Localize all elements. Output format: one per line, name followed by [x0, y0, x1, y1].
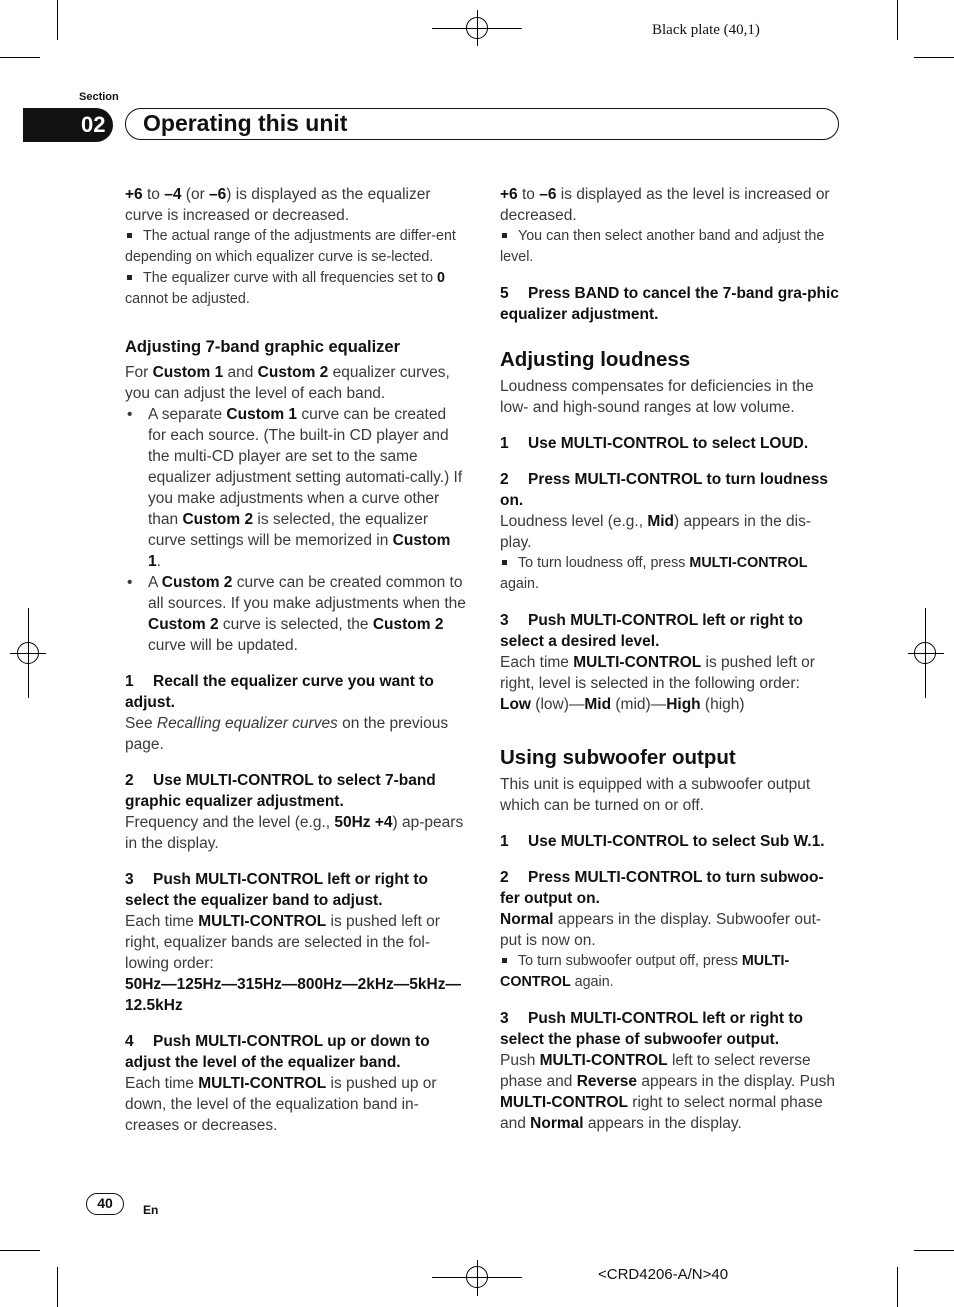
paragraph: Loudness compensates for deficiencies in the low- and high-sound ranges at low volume. — [500, 378, 814, 416]
language-label: En — [143, 1203, 159, 1217]
paragraph: Push MULTI-CONTROL left to select reverse phase and Reverse appears in the display. Push MULTI-CONTROL right to select normal phase and Normal appears in the display. — [500, 1052, 835, 1132]
step-heading: 2 Use MULTI-CONTROL to select 7-band graphic equalizer adjustment. — [125, 772, 436, 810]
step-heading: 2 Press MULTI-CONTROL to turn subwoo-fer output on. — [500, 869, 824, 907]
bullet-item: • A separate Custom 1 curve can be created for each source. (The built-in CD player and the multi-CD player are set to the same equalizer adjustment setting automati-cally.) If you make adjustments when a curve other than Custom 2 is selected, the equalizer curve settings will be memorized in Custom 1. — [127, 406, 463, 570]
paragraph: Frequency and the level (e.g., 50Hz +4) ap-pears in the display. — [125, 814, 464, 852]
note: To turn loudness off, press MULTI-CONTROL again. — [500, 555, 808, 592]
document-code: <CRD4206-A/N>40 — [598, 1266, 729, 1283]
step-heading: 3 Push MULTI-CONTROL left or right to select a desired level. — [500, 612, 803, 650]
note: To turn subwoofer output off, press MULTI-CONTROL again. — [500, 953, 790, 990]
step-heading: 1 Use MULTI-CONTROL to select Sub W.1. — [500, 833, 825, 850]
step-heading: 5 Press BAND to cancel the 7-band gra-phic equalizer adjustment. — [500, 285, 839, 323]
level-order: Low (low)—Mid (mid)—High (high) — [500, 696, 745, 713]
section-title-box — [125, 108, 839, 140]
section-label: Section — [79, 91, 119, 103]
paragraph: This unit is equipped with a subwoofer output which can be turned on or off. — [500, 776, 811, 814]
paragraph: See Recalling equalizer curves on the previous page. — [125, 715, 449, 753]
heading-subwoofer: Using subwoofer output — [500, 746, 736, 769]
step-heading: 3 Push MULTI-CONTROL left or right to select the equalizer band to adjust. — [125, 871, 428, 909]
left-column — [125, 184, 467, 1136]
subheading: Adjusting 7-band graphic equalizer — [125, 338, 401, 356]
paragraph: Each time MULTI-CONTROL is pushed left or right, equalizer bands are selected in the fol-lowing order: — [125, 913, 440, 972]
paragraph: +6 to –6 is displayed as the level is increased or decreased. — [500, 186, 830, 224]
section-number: 02 — [81, 112, 106, 137]
paragraph: Loudness level (e.g., Mid) appears in the dis-play. — [500, 513, 812, 551]
bullet-item: • A Custom 2 curve can be created common to all sources. If you make adjustments when the Custom 2 curve is selected, the Custom 2 curve will be updated. — [127, 574, 466, 654]
note: The actual range of the adjustments are differ-ent depending on which equalizer curve is se-lected. — [125, 228, 456, 265]
step-heading: 4 Push MULTI-CONTROL up or down to adjust the level of the equalizer band. — [125, 1033, 430, 1071]
note: The equalizer curve with all frequencies set to 0 cannot be adjusted. — [125, 270, 445, 307]
step-heading: 1 Recall the equalizer curve you want to adjust. — [125, 673, 434, 711]
step-heading: 2 Press MULTI-CONTROL to turn loudness on. — [500, 471, 828, 509]
band-order: 50Hz—125Hz—315Hz—800Hz—2kHz—5kHz—12.5kHz — [125, 976, 461, 1014]
section-title: Operating this unit — [143, 110, 348, 136]
paragraph: Each time MULTI-CONTROL is pushed up or down, the level of the equalization band in-creases or decreases. — [125, 1075, 437, 1134]
paragraph: For Custom 1 and Custom 2 equalizer curves, you can adjust the level of each band. — [125, 364, 450, 402]
right-column — [500, 184, 842, 1134]
note: You can then select another band and adjust the level. — [500, 228, 825, 265]
paragraph: Normal appears in the display. Subwoofer out-put is now on. — [500, 911, 822, 949]
page-number: 40 — [86, 1193, 124, 1215]
paragraph: +6 to –4 (or –6) is displayed as the equalizer curve is increased or decreased. — [125, 186, 431, 224]
section-number-badge — [23, 108, 113, 142]
plate-label: Black plate (40,1) — [652, 22, 760, 38]
heading-loudness: Adjusting loudness — [500, 348, 691, 371]
step-heading: 1 Use MULTI-CONTROL to select LOUD. — [500, 435, 809, 452]
step-heading: 3 Push MULTI-CONTROL left or right to select the phase of subwoofer output. — [500, 1010, 803, 1048]
paragraph: Each time MULTI-CONTROL is pushed left or right, level is selected in the following order: — [500, 654, 815, 692]
